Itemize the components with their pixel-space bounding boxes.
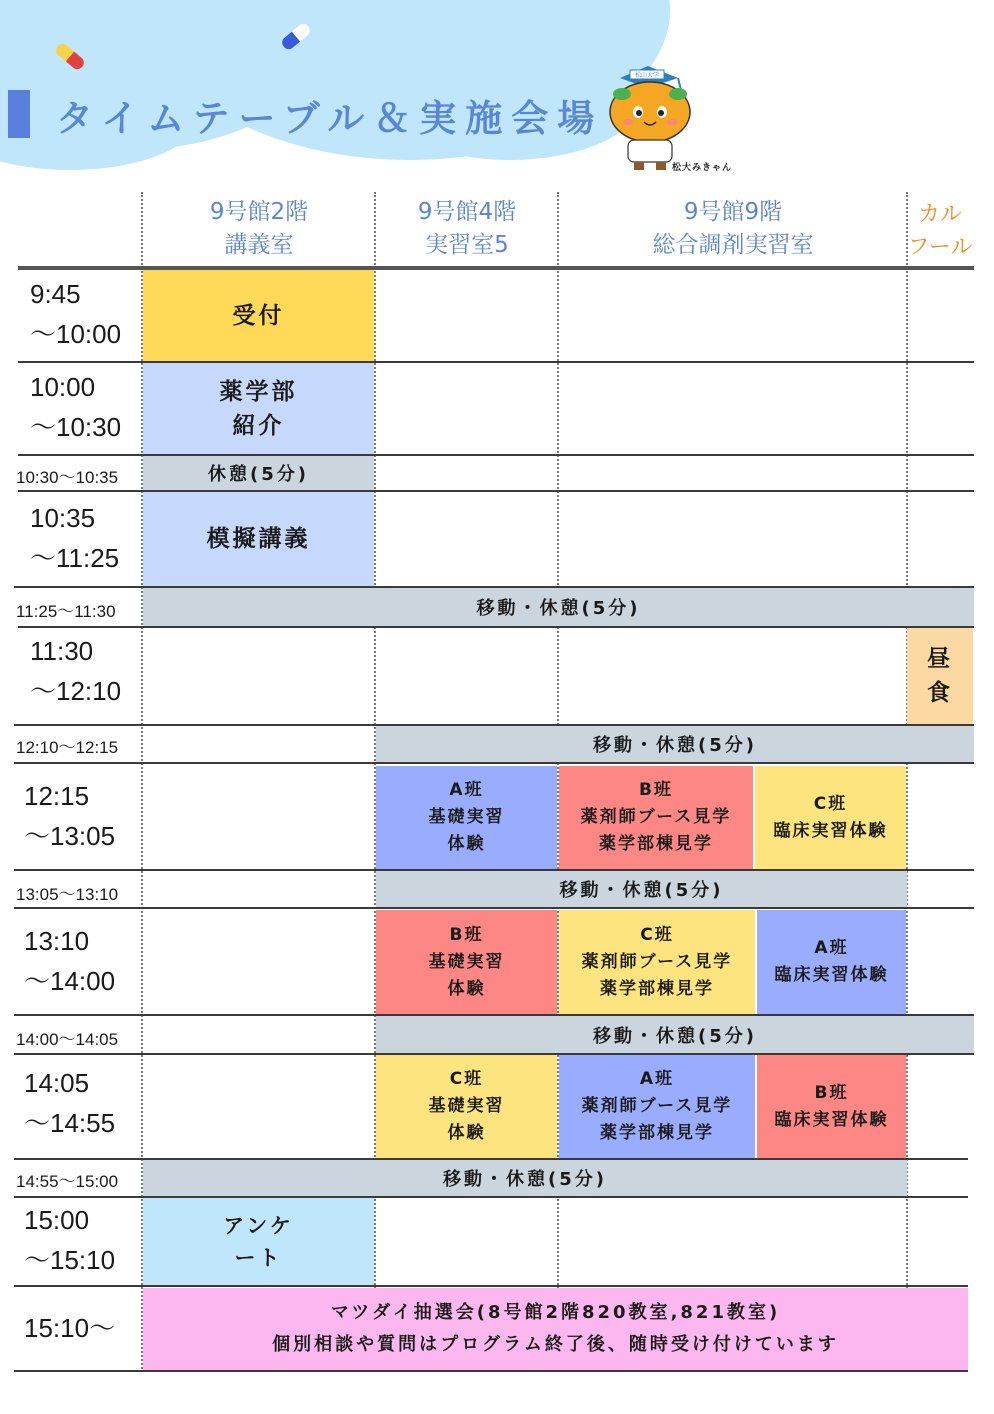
time-end: ～11:25 [30, 543, 120, 573]
row-divider [14, 1014, 974, 1016]
activity-label: 基礎実習 [428, 1096, 505, 1116]
event-label: 移動・休憩(5分) [476, 598, 641, 619]
activity-label: 薬学部棟見学 [600, 978, 714, 999]
column-header-line: 9号館2階 [209, 199, 309, 225]
event-reception [143, 270, 374, 361]
column-header-line: カル [917, 202, 962, 227]
activity-label: 体験 [447, 978, 486, 999]
event-label: ート [234, 1245, 283, 1270]
time-end: ～10:30 [30, 412, 122, 442]
group-label: C班 [640, 924, 674, 945]
time-start: 11:30 [30, 636, 94, 666]
column-header-line: フール [907, 235, 973, 260]
time-start: 15:00 [24, 1205, 90, 1235]
time-end: ～14:00 [24, 966, 116, 996]
group-label: A班 [814, 938, 849, 958]
event-label: 模擬講義 [206, 526, 311, 552]
time-slot: 14:55～15:00 [16, 1172, 119, 1191]
event-lottery [143, 1288, 968, 1370]
row-divider [14, 1158, 968, 1160]
time-slot [24, 776, 115, 856]
event-mock-lecture [143, 492, 374, 586]
time-slot [24, 1200, 115, 1280]
group-c-clinical [755, 766, 906, 869]
activity-label: 薬剤師ブース見学 [580, 807, 732, 827]
event-label: 紹介 [232, 412, 285, 439]
group-label: B班 [814, 1082, 849, 1103]
group-label: A班 [449, 780, 484, 800]
time-slot: 15:10～ [24, 1313, 116, 1343]
row-divider [18, 490, 974, 492]
row-divider [14, 1285, 968, 1287]
group-label: A班 [639, 1069, 675, 1089]
time-slot: 12:10～12:15 [16, 738, 119, 757]
row-divider [14, 724, 974, 726]
time-end: ～12:10 [30, 676, 122, 706]
time-end: ～13:05 [24, 821, 116, 851]
time-slot: 10:30～10:35 [16, 468, 119, 487]
event-label: 移動・休憩(5分) [593, 1025, 757, 1047]
event-label: マツダイ抽選会(8号館2階820教室,821教室) [330, 1302, 781, 1323]
row-divider [14, 1053, 974, 1055]
activity-label: 基礎実習 [428, 807, 505, 827]
event-label: 受付 [232, 302, 285, 329]
activity-label: 臨床実習体験 [773, 820, 888, 841]
mascot-cap-text: 松山大学 [634, 72, 660, 79]
group-label: B班 [449, 924, 484, 945]
title-accent-bar [8, 90, 30, 138]
time-slot [30, 631, 121, 711]
event-break [143, 456, 374, 490]
event-label: 昼 [927, 646, 953, 672]
time-start: 14:05 [24, 1068, 90, 1098]
group-c-basic-practice [376, 1055, 557, 1158]
page-title: タイムテーブル＆実施会場 [56, 97, 604, 140]
time-start: 13:10 [24, 926, 90, 956]
activity-label: 薬剤師ブース見学 [581, 1096, 733, 1116]
group-a-clinical [757, 910, 906, 1014]
activity-label: 体験 [447, 1123, 486, 1143]
column-header-line: 9号館9階 [683, 199, 783, 225]
group-label: B班 [639, 780, 673, 800]
column-header-line: 実習室5 [425, 232, 509, 258]
time-end: ～14:55 [24, 1108, 116, 1138]
event-move-break [376, 726, 974, 762]
activity-label: 臨床実習体験 [774, 965, 889, 985]
event-move-break [376, 871, 907, 907]
row-divider [18, 361, 974, 363]
event-label: 個別相談や質問はプログラム終了後、随時受け付けています [272, 1334, 839, 1355]
activity-label: 臨床実習体験 [774, 1109, 889, 1130]
event-label: 移動・休憩(5分) [593, 735, 757, 756]
time-slot [30, 498, 119, 578]
column-header-practice-room [376, 196, 558, 262]
row-divider [14, 586, 974, 588]
mascot-label: 松大みきゃん [672, 163, 733, 173]
row-divider [14, 762, 974, 764]
activity-label: 薬学部棟見学 [600, 1123, 714, 1143]
event-label: 休憩(5分) [208, 464, 309, 485]
event-lunch [907, 628, 973, 724]
event-label: 薬学部 [219, 378, 298, 405]
event-move-break [143, 588, 974, 626]
time-slot [24, 1063, 115, 1143]
event-label: アンケ [223, 1213, 294, 1238]
time-slot: 11:25～11:30 [16, 602, 116, 621]
event-label: 食 [927, 680, 953, 706]
column-header-dispensing-room [559, 196, 907, 262]
column-header-line: 総合調剤実習室 [652, 232, 814, 258]
row-divider [14, 1370, 968, 1372]
time-end: ～10:00 [30, 319, 122, 349]
row-divider [18, 266, 974, 270]
time-slot: 13:05～13:10 [16, 885, 119, 904]
event-faculty-intro [143, 363, 374, 454]
activity-label: 薬学部棟見学 [599, 834, 713, 854]
activity-label: 基礎実習 [428, 951, 505, 972]
time-slot: 14:00～14:05 [16, 1030, 119, 1049]
event-label: 移動・休憩(5分) [443, 1169, 607, 1190]
time-start: 10:35 [30, 503, 96, 533]
group-b-clinical [757, 1055, 906, 1158]
event-survey [143, 1198, 374, 1285]
activity-label: 体験 [447, 834, 486, 854]
time-end: ～15:10 [24, 1245, 116, 1275]
time-slot [24, 921, 115, 1001]
mascot-icon [600, 60, 700, 172]
time-slot [30, 274, 121, 354]
column-header-line: 9号館4階 [417, 199, 517, 225]
column-header-carrefour [906, 198, 974, 264]
group-a-booth-tour [559, 1055, 755, 1158]
group-b-basic-practice [376, 910, 557, 1014]
activity-label: 薬剤師ブース見学 [581, 951, 733, 972]
column-header-line: 講義室 [224, 232, 294, 258]
time-slot [30, 367, 121, 447]
row-divider [18, 626, 974, 628]
group-a-basic-practice [376, 766, 557, 869]
event-move-break [143, 1160, 907, 1196]
group-b-booth-tour [559, 766, 753, 869]
column-header-lecture-room [143, 196, 375, 262]
group-label: C班 [813, 793, 848, 814]
group-c-booth-tour [559, 910, 755, 1014]
row-divider [18, 454, 974, 456]
time-start: 10:00 [30, 372, 96, 402]
row-divider [14, 907, 974, 909]
time-start: 9:45 [30, 279, 81, 309]
row-divider [14, 869, 974, 871]
event-move-break [376, 1016, 974, 1053]
time-start: 12:15 [24, 781, 90, 811]
row-divider [14, 1196, 968, 1198]
event-label: 移動・休憩(5分) [559, 880, 724, 901]
group-label: C班 [449, 1069, 484, 1089]
